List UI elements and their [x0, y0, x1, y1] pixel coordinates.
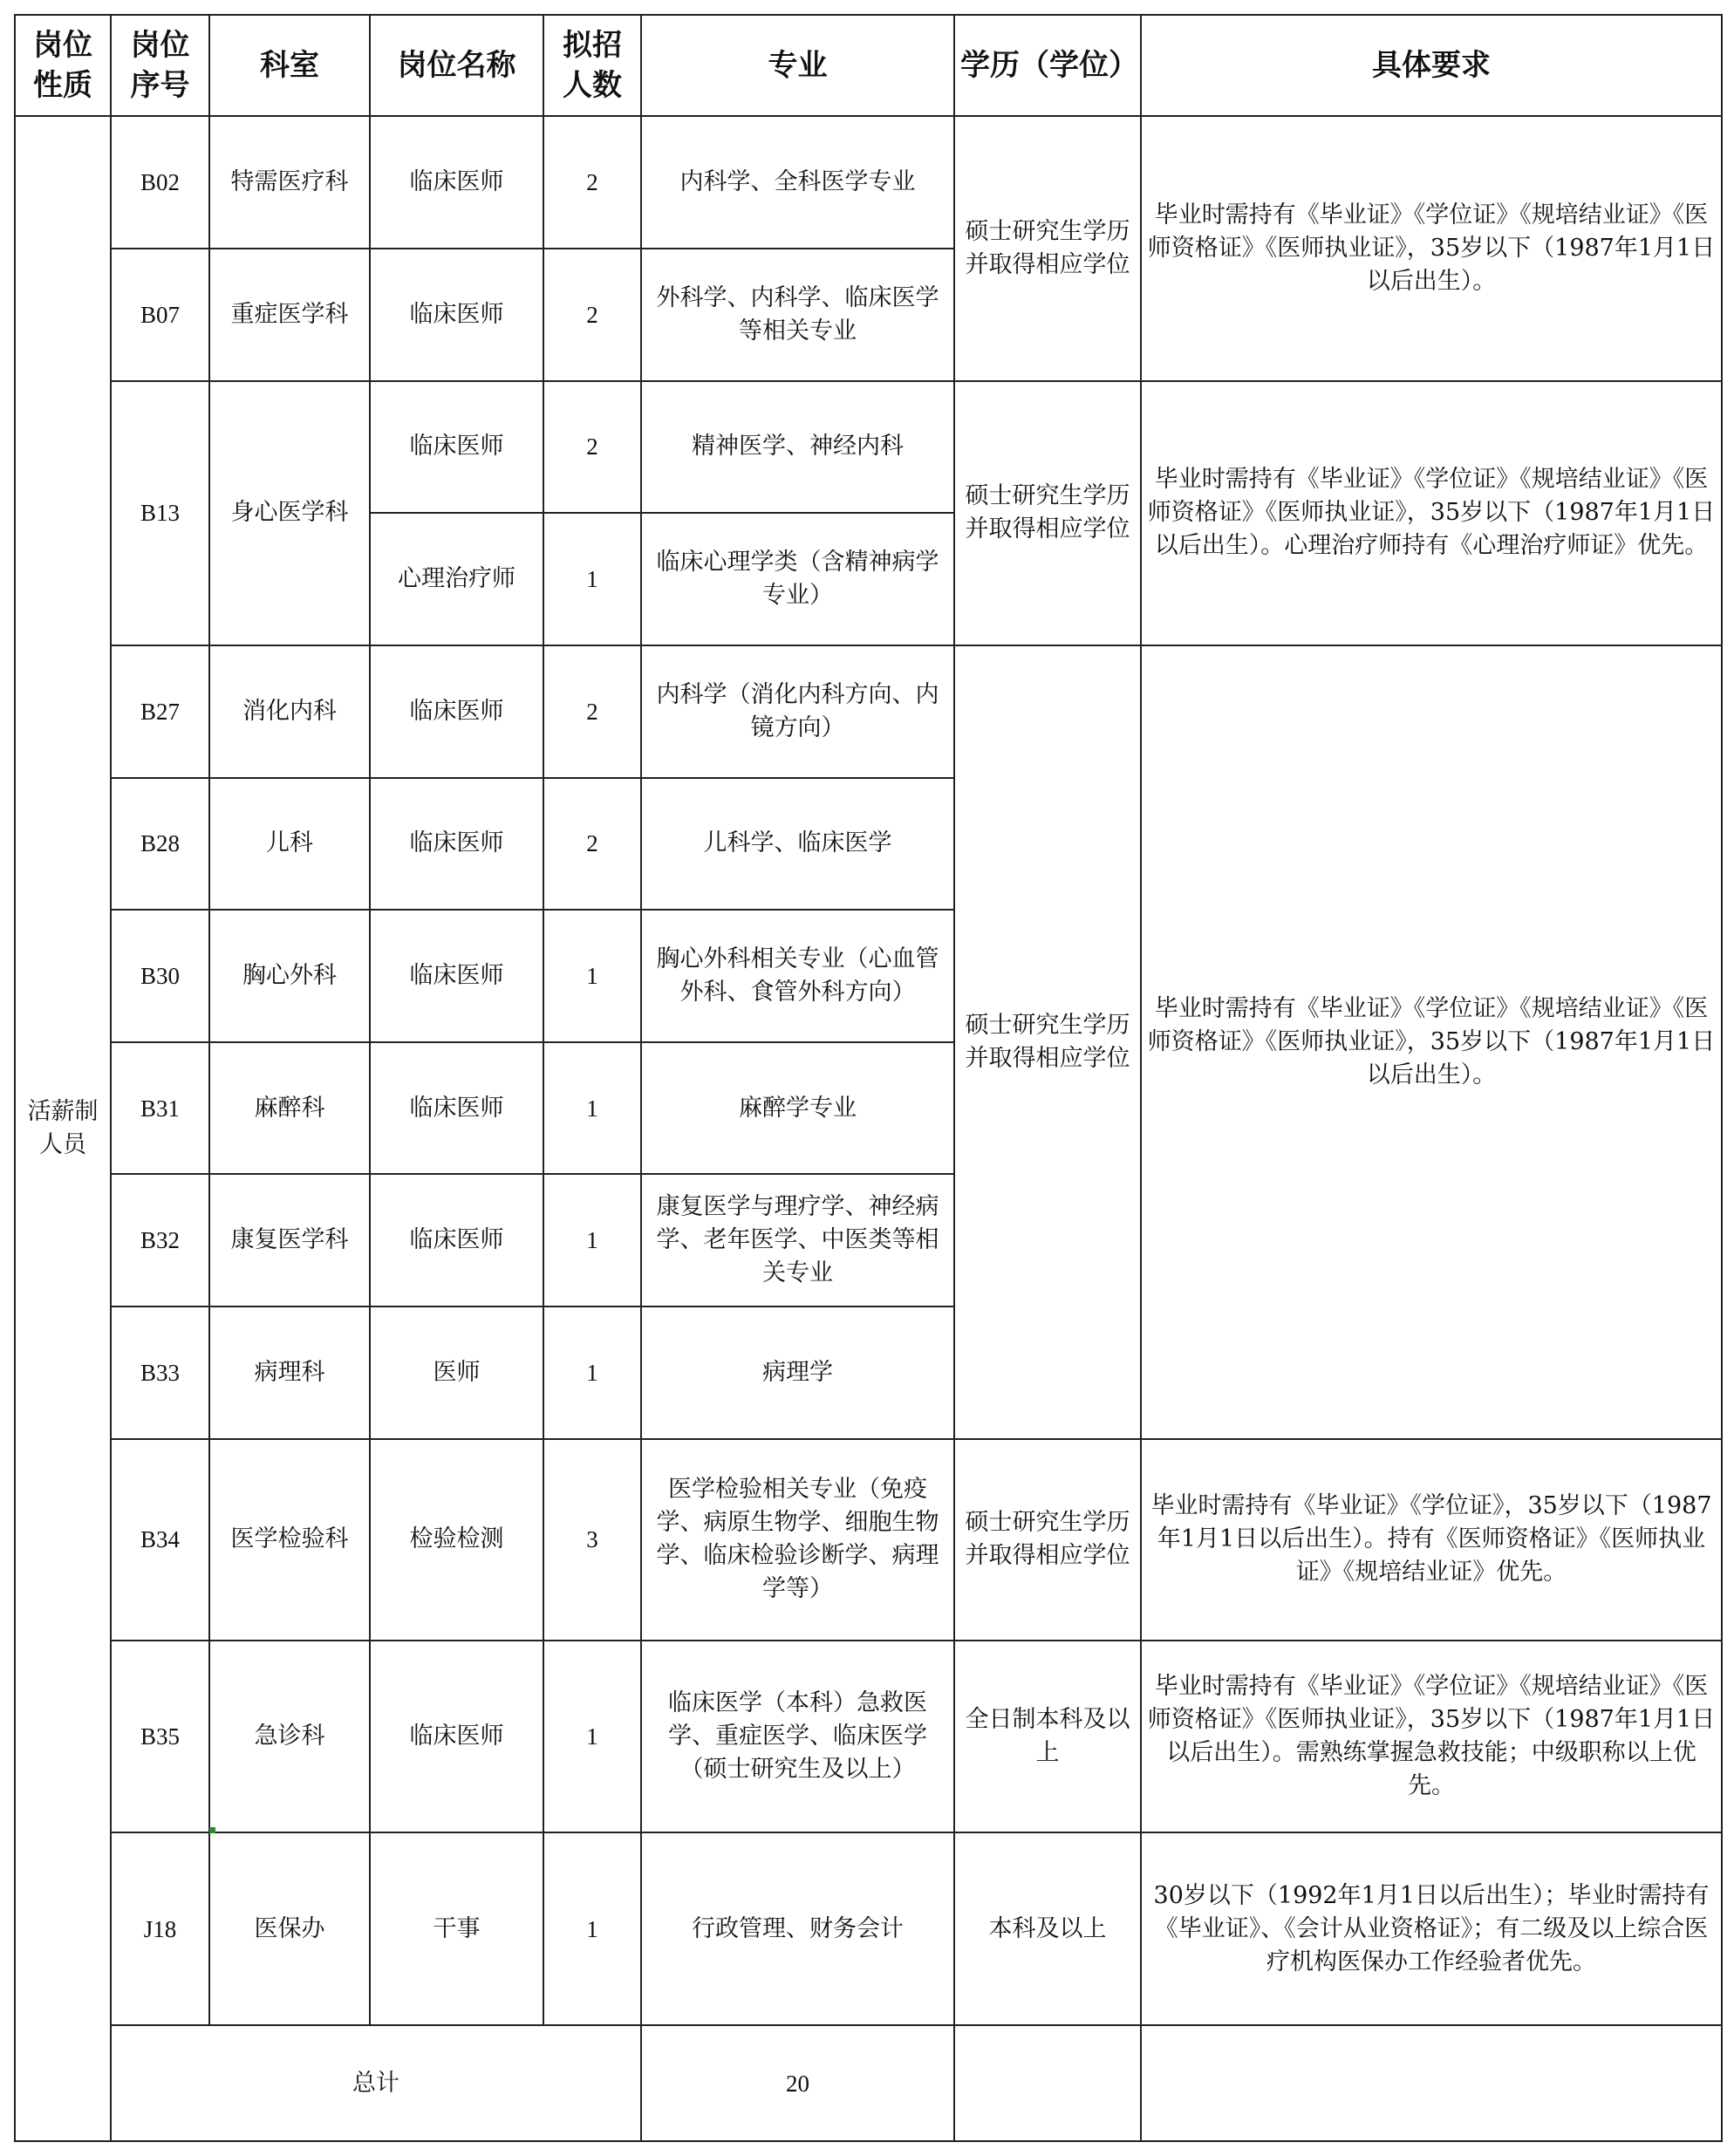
major-cell: 行政管理、财务会计	[641, 1832, 954, 2025]
code-cell: B30	[111, 910, 209, 1042]
edu-cell: 全日制本科及以上	[954, 1641, 1141, 1833]
req-cell: 毕业时需持有《毕业证》《学位证》《规培结业证》《医师资格证》《医师执业证》，35岁以下（1987年1月1日以后出生）。心理治疗师持有《心理治疗师证》优先。	[1141, 381, 1722, 645]
major-cell: 麻醉学专业	[641, 1042, 954, 1175]
major-cell: 内科学、全科医学专业	[641, 116, 954, 249]
dept-cell: 医学检验科	[209, 1439, 370, 1641]
dept-cell: 麻醉科	[209, 1042, 370, 1175]
dept-cell: 急诊科	[209, 1641, 370, 1833]
count-cell: 2	[543, 249, 641, 381]
major-cell: 康复医学与理疗学、神经病学、老年医学、中医类等相关专业	[641, 1174, 954, 1307]
major-cell: 精神医学、神经内科	[641, 381, 954, 514]
req-cell: 30岁以下（1992年1月1日以后出生）；毕业时需持有《毕业证》、《会计从业资格证》；有二级及以上综合医疗机构医保办工作经验者优先。	[1141, 1832, 1722, 2025]
table-row	[15, 1641, 1722, 1833]
table-row	[15, 1832, 1722, 2025]
major-cell: 外科学、内科学、临床医学等相关专业	[641, 249, 954, 381]
table-row	[15, 381, 1722, 514]
dept-cell: 特需医疗科	[209, 116, 370, 249]
edu-cell: 硕士研究生学历并取得相应学位	[954, 116, 1141, 380]
major-cell: 胸心外科相关专业（心血管外科、食管外科方向）	[641, 910, 954, 1042]
req-cell: 毕业时需持有《毕业证》《学位证》《规培结业证》《医师资格证》《医师执业证》，35岁以下（1987年1月1日以后出生）。需熟练掌握急救技能；中级职称以上优先。	[1141, 1641, 1722, 1833]
post-cell: 临床医师	[370, 1641, 543, 1833]
req-cell: 毕业时需持有《毕业证》《学位证》《规培结业证》《医师资格证》《医师执业证》，35岁以下（1987年1月1日以后出生）。	[1141, 116, 1722, 380]
total-empty-major	[954, 2025, 1141, 2141]
req-cell: 毕业时需持有《毕业证》《学位证》，35岁以下（1987年1月1日以后出生）。持有《医师资格证》《医师执业证》《规培结业证》优先。	[1141, 1439, 1722, 1641]
count-cell: 1	[543, 1307, 641, 1439]
count-cell: 3	[543, 1439, 641, 1641]
header-nature: 岗位性质	[15, 15, 111, 116]
count-cell: 1	[543, 1832, 641, 2025]
green-corner-mark	[209, 1827, 215, 1833]
count-cell: 1	[543, 513, 641, 645]
post-cell: 临床医师	[370, 1174, 543, 1307]
dept-cell: 儿科	[209, 778, 370, 911]
edu-cell: 硕士研究生学历并取得相应学位	[954, 645, 1141, 1439]
edu-cell: 硕士研究生学历并取得相应学位	[954, 381, 1141, 645]
header-edu: 学历（学位）	[954, 15, 1141, 116]
total-count: 20	[641, 2025, 954, 2141]
major-cell: 临床医学（本科）急救医学、重症医学、临床医学（硕士研究生及以上）	[641, 1641, 954, 1833]
code-cell: B34	[111, 1439, 209, 1641]
dept-cell: 病理科	[209, 1307, 370, 1439]
header-post: 岗位名称	[370, 15, 543, 116]
code-cell: B07	[111, 249, 209, 381]
dept-cell: 康复医学科	[209, 1174, 370, 1307]
header-count: 拟招人数	[543, 15, 641, 116]
dept-cell: 消化内科	[209, 645, 370, 778]
dept-cell: 重症医学科	[209, 249, 370, 381]
total-empty-edu	[1141, 2025, 1722, 2141]
post-cell: 临床医师	[370, 381, 543, 514]
count-cell: 1	[543, 910, 641, 1042]
recruitment-table	[14, 14, 1723, 2142]
post-cell: 心理治疗师	[370, 513, 543, 645]
count-cell: 2	[543, 381, 641, 514]
major-cell: 病理学	[641, 1307, 954, 1439]
edu-cell: 本科及以上	[954, 1832, 1141, 2025]
table-row	[15, 645, 1722, 778]
code-cell: B27	[111, 645, 209, 778]
code-cell: B31	[111, 1042, 209, 1175]
major-cell: 医学检验相关专业（免疫学、病原生物学、细胞生物学、临床检验诊断学、病理学等）	[641, 1439, 954, 1641]
code-cell: B28	[111, 778, 209, 911]
post-cell: 医师	[370, 1307, 543, 1439]
total-label: 总计	[111, 2025, 641, 2141]
post-cell: 临床医师	[370, 1042, 543, 1175]
major-cell: 临床心理学类（含精神病学专业）	[641, 513, 954, 645]
dept-cell: 胸心外科	[209, 910, 370, 1042]
code-cell: J18	[111, 1832, 209, 2025]
edu-cell: 硕士研究生学历并取得相应学位	[954, 1439, 1141, 1641]
count-cell: 2	[543, 645, 641, 778]
code-cell: B32	[111, 1174, 209, 1307]
header-row	[15, 15, 1722, 116]
code-cell: B02	[111, 116, 209, 249]
dept-cell: 医保办	[209, 1832, 370, 2025]
post-cell: 临床医师	[370, 116, 543, 249]
code-cell: B35	[111, 1641, 209, 1833]
count-cell: 1	[543, 1641, 641, 1833]
count-cell: 1	[543, 1042, 641, 1175]
dept-cell: 身心医学科	[209, 381, 370, 645]
major-cell: 内科学（消化内科方向、内镜方向）	[641, 645, 954, 778]
post-cell: 临床医师	[370, 778, 543, 911]
post-cell: 临床医师	[370, 249, 543, 381]
post-cell: 检验检测	[370, 1439, 543, 1641]
count-cell: 1	[543, 1174, 641, 1307]
post-cell: 干事	[370, 1832, 543, 2025]
major-cell: 儿科学、临床医学	[641, 778, 954, 911]
header-code: 岗位序号	[111, 15, 209, 116]
header-req: 具体要求	[1141, 15, 1722, 116]
header-major: 专业	[641, 15, 954, 116]
header-dept: 科室	[209, 15, 370, 116]
table-row	[15, 1439, 1722, 1641]
req-cell: 毕业时需持有《毕业证》《学位证》《规培结业证》《医师资格证》《医师执业证》，35岁以下（1987年1月1日以后出生）。	[1141, 645, 1722, 1439]
code-cell: B13	[111, 381, 209, 645]
code-cell: B33	[111, 1307, 209, 1439]
post-cell: 临床医师	[370, 910, 543, 1042]
nature-cell: 活薪制人员	[15, 116, 111, 2141]
table-row	[15, 116, 1722, 249]
count-cell: 2	[543, 116, 641, 249]
total-row	[15, 2025, 1722, 2141]
post-cell: 临床医师	[370, 645, 543, 778]
count-cell: 2	[543, 778, 641, 911]
